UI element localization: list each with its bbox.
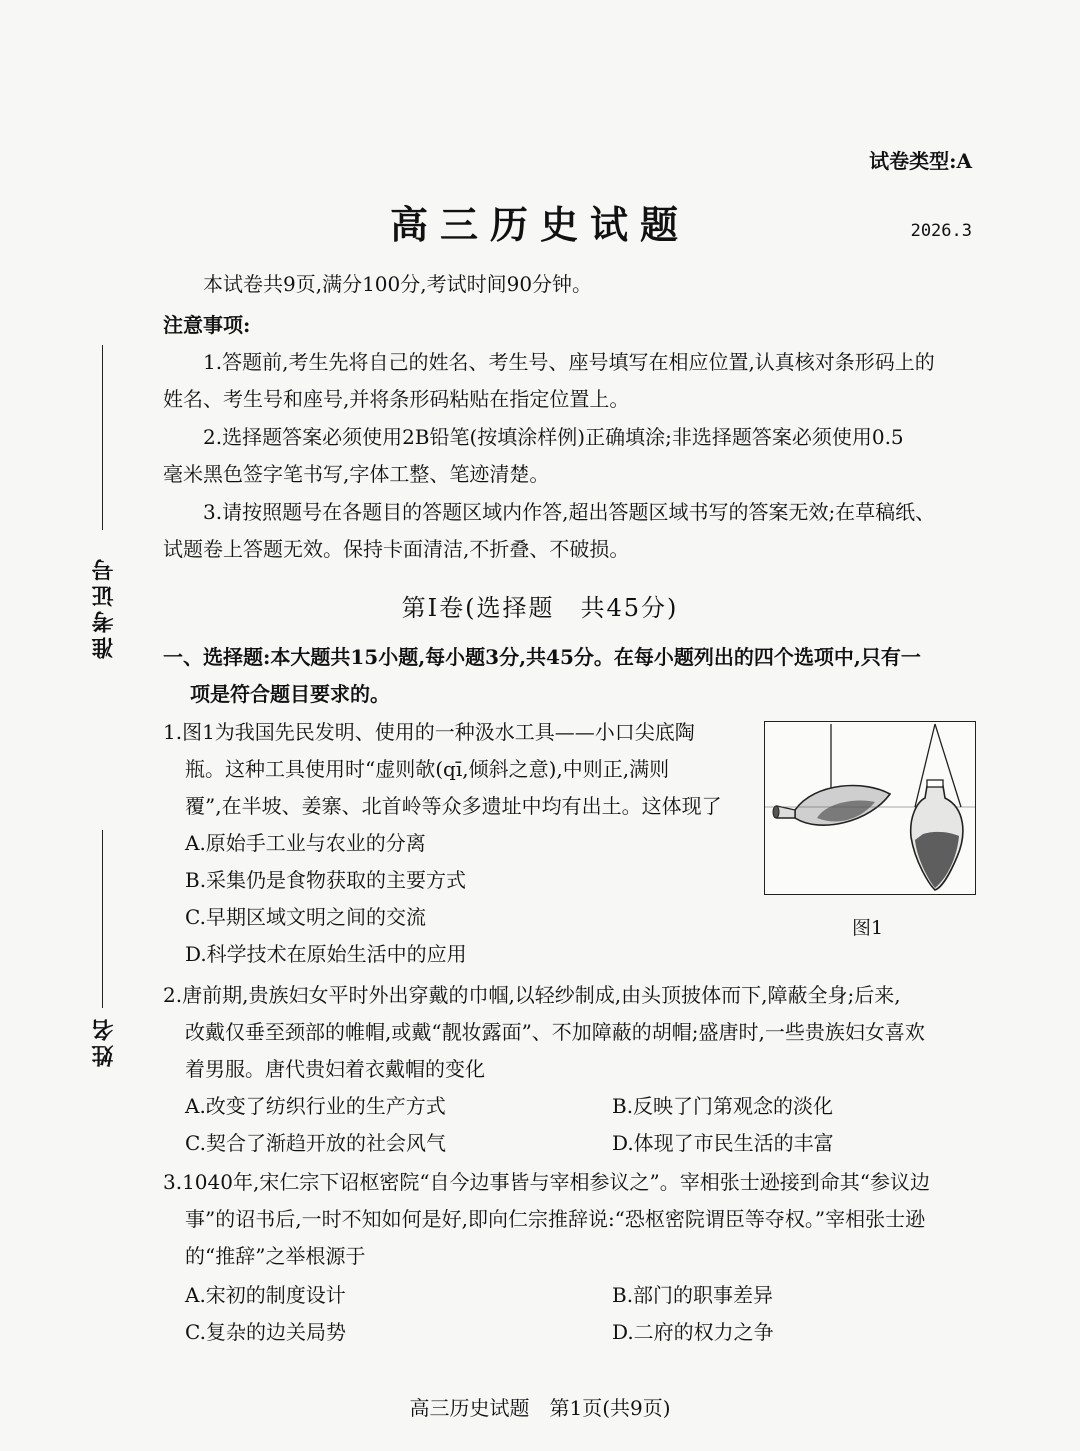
pottery-bottle-drawing xyxy=(765,722,975,894)
q2-stem-line-1: 2.唐前期,贵族妇女平时外出穿戴的巾帼,以轻纱制成,由头顶披体而下,障蔽全身;后来, xyxy=(163,983,901,1007)
q3-option-d: D.二府的权力之争 xyxy=(612,1320,774,1344)
figure-1-illustration xyxy=(764,721,976,895)
q2-stem-line-2: 改戴仅垂至颈部的帷帽,或戴“靓妆露面”、不加障蔽的胡帽;盛唐时,一些贵族妇女喜欢 xyxy=(185,1020,925,1044)
notice-3-line-2: 试题卷上答题无效。保持卡面清洁,不折叠、不破损。 xyxy=(163,537,630,561)
exam-date: 2026.3 xyxy=(910,221,972,241)
exam-id-label: 准考证号 xyxy=(91,555,117,659)
q1-option-a: A.原始手工业与农业的分离 xyxy=(185,831,426,855)
q1-stem-line-3: 覆”,在半坡、姜寨、北首岭等众多遗址中均有出土。这体现了 xyxy=(185,794,722,818)
notice-2-line-1: 2.选择题答案必须使用2B铅笔(按填涂样例)正确填涂;非选择题答案必须使用0.5 xyxy=(203,425,904,449)
intro-text: 本试卷共9页,满分100分,考试时间90分钟。 xyxy=(203,272,593,296)
notice-3-line-1: 3.请按照题号在各题目的答题区域内作答,超出答题区域书写的答案无效;在草稿纸、 xyxy=(203,500,936,524)
q1-stem-line-2: 瓶。这种工具使用时“虚则欹(qī,倾斜之意),中则正,满则 xyxy=(185,757,670,781)
paper-type: 试卷类型:A xyxy=(869,149,972,173)
q1-option-d: D.科学技术在原始生活中的应用 xyxy=(185,942,467,966)
part-heading-line-2: 项是符合题目要求的。 xyxy=(190,682,390,706)
q2-stem-line-3: 着男服。唐代贵妇着衣戴帽的变化 xyxy=(185,1057,485,1081)
name-write-line xyxy=(102,830,103,1008)
q3-stem-line-2: 事”的诏书后,一时不知如何是好,即向仁宗推辞说:“恐枢密院谓臣等夺权。”宰相张士逊 xyxy=(185,1207,926,1231)
q2-option-c: C.契合了渐趋开放的社会风气 xyxy=(185,1131,446,1155)
page-footer: 高三历史试题 第1页(共9页) xyxy=(409,1396,671,1420)
notice-heading: 注意事项: xyxy=(163,313,251,337)
q3-stem-line-1: 3.1040年,宋仁宗下诏枢密院“自今边事皆与宰相参议之”。宰相张士逊接到命其“参议边 xyxy=(163,1170,931,1194)
q3-option-c: C.复杂的边关局势 xyxy=(185,1320,346,1344)
q1-option-b: B.采集仍是食物获取的主要方式 xyxy=(185,868,467,892)
notice-1-line-2: 姓名、考生号和座号,并将条形码粘贴在指定位置上。 xyxy=(163,387,630,411)
q3-option-a: A.宋初的制度设计 xyxy=(185,1283,346,1307)
page-title: 高三历史试题 xyxy=(389,202,690,247)
name-label: 姓名 xyxy=(91,1015,117,1067)
q2-option-d: D.体现了市民生活的丰富 xyxy=(612,1131,834,1155)
figure-1-caption: 图1 xyxy=(852,917,884,939)
q3-option-b: B.部门的职事差异 xyxy=(612,1283,774,1307)
q1-option-c: C.早期区域文明之间的交流 xyxy=(185,905,426,929)
notice-2-line-2: 毫米黑色签字笔书写,字体工整、笔迹清楚。 xyxy=(163,462,550,486)
q3-stem-line-3: 的“推辞”之举根源于 xyxy=(185,1244,366,1268)
exam-id-write-line xyxy=(102,345,103,530)
q2-option-a: A.改变了纺织行业的生产方式 xyxy=(185,1094,446,1118)
q1-stem-line-1: 1.图1为我国先民发明、使用的一种汲水工具——小口尖底陶 xyxy=(163,720,695,744)
notice-1-line-1: 1.答题前,考生先将自己的姓名、考生号、座号填写在相应位置,认真核对条形码上的 xyxy=(203,350,935,374)
section-title: 第Ⅰ卷(选择题 共45分) xyxy=(401,594,679,622)
part-heading-line-1: 一、选择题:本大题共15小题,每小题3分,共45分。在每小题列出的四个选项中,只有一 xyxy=(163,645,921,669)
q2-option-b: B.反映了门第观念的淡化 xyxy=(612,1094,834,1118)
